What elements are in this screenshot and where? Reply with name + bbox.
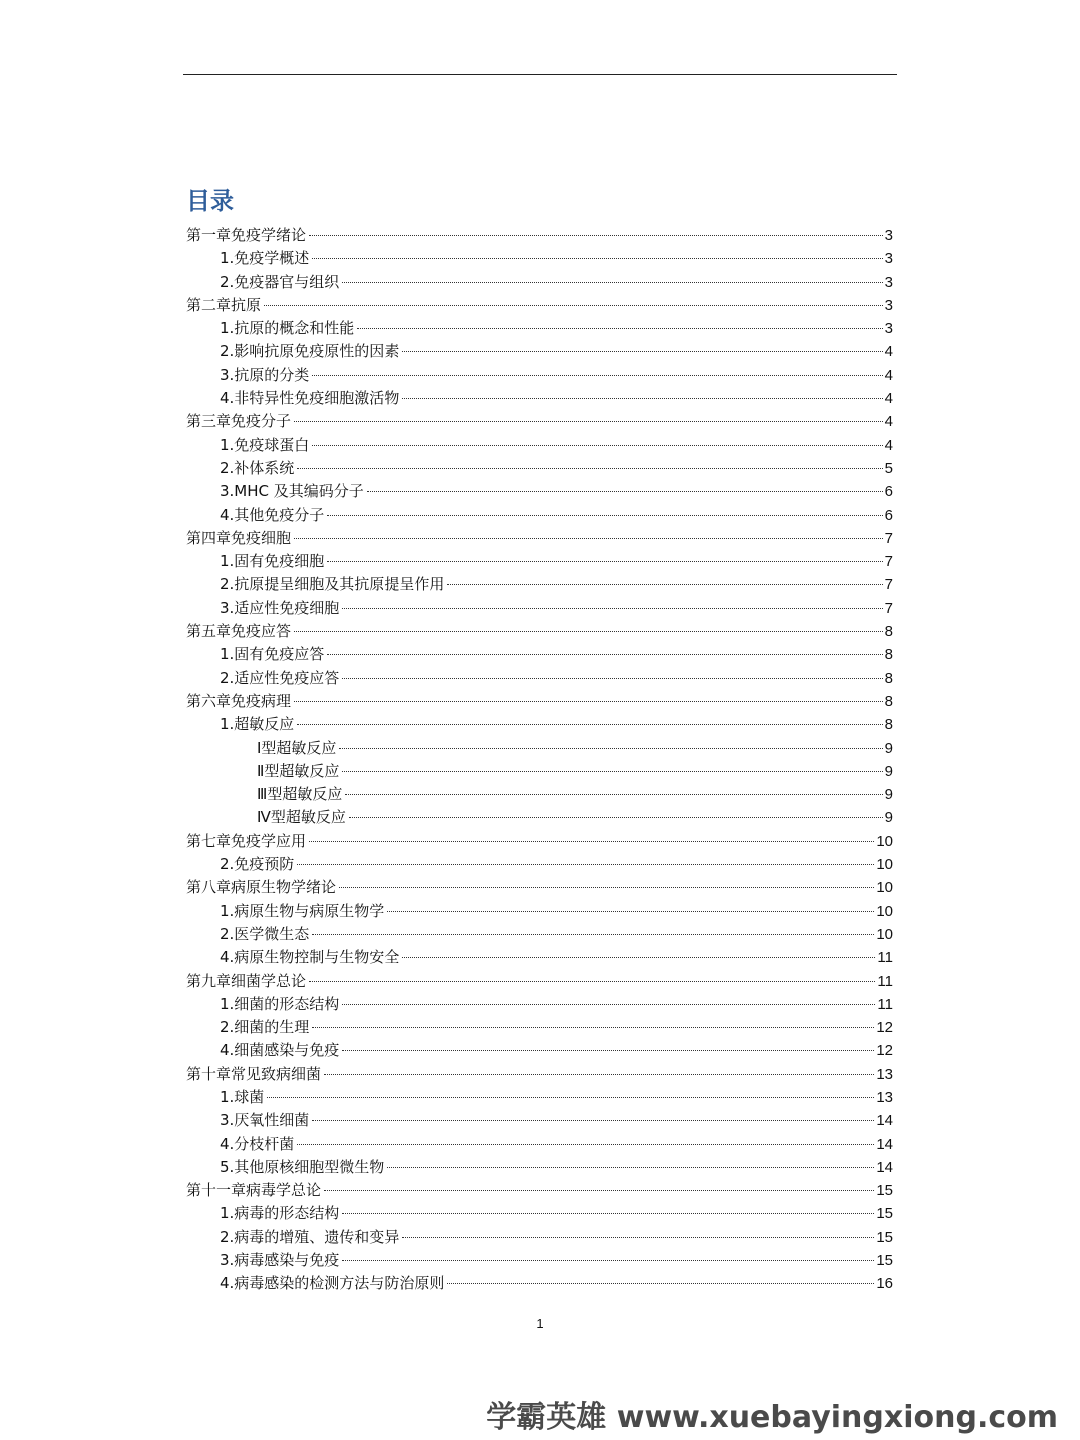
toc-entry-label: Ⅳ型超敏反应 — [257, 808, 346, 827]
toc-entry-label: 4.其他免疫分子 — [220, 505, 325, 524]
toc-entry[interactable] — [186, 806, 893, 829]
toc-entry-label: 2.细菌的生理 — [220, 1018, 310, 1037]
toc-entry-page: 8 — [884, 646, 893, 664]
toc-dot-leader — [357, 328, 882, 329]
toc-entry[interactable] — [186, 667, 893, 690]
toc-entry-label: 4.病毒感染的检测方法与防治原则 — [220, 1274, 445, 1293]
toc-dot-leader — [297, 724, 882, 725]
toc-entry[interactable] — [186, 224, 893, 247]
toc-entry[interactable] — [186, 1179, 893, 1202]
toc-entry-label: 2.抗原提呈细胞及其抗原提呈作用 — [220, 575, 445, 594]
toc-entry-label: 3.厌氧性细菌 — [220, 1111, 310, 1130]
toc-dot-leader — [294, 538, 883, 539]
toc-entry-page: 9 — [884, 786, 893, 804]
toc-dot-leader — [327, 561, 882, 562]
toc-entry-page: 14 — [876, 1112, 893, 1130]
toc-entry-label: 1.球菌 — [220, 1087, 265, 1106]
toc-entry[interactable] — [186, 1156, 893, 1179]
toc-entry-page: 13 — [876, 1065, 893, 1083]
toc-entry-label: 2.免疫预防 — [220, 855, 295, 874]
toc-entry-page: 9 — [884, 739, 893, 757]
toc-entry-label: 4.细菌感染与免疫 — [220, 1041, 340, 1060]
header-rule — [183, 74, 897, 75]
toc-entry-page: 9 — [884, 762, 893, 780]
toc-dot-leader — [345, 794, 882, 795]
toc-entry-label: 1.细菌的形态结构 — [220, 994, 340, 1013]
toc-entry[interactable] — [186, 271, 893, 294]
toc-entry-label: 第二章抗原 — [186, 295, 262, 314]
toc-entry-page: 7 — [884, 576, 893, 594]
toc-entry[interactable] — [186, 1226, 893, 1249]
toc-entry-page: 14 — [876, 1135, 893, 1153]
toc-entry[interactable] — [186, 1063, 893, 1086]
toc-dot-leader — [312, 375, 882, 376]
toc-entry-page: 6 — [884, 483, 893, 501]
toc-entry-label: 1.免疫学概述 — [220, 249, 310, 268]
toc-dot-leader — [327, 515, 882, 516]
toc-dot-leader — [342, 1213, 874, 1214]
toc-entry-page: 15 — [876, 1252, 893, 1270]
toc-entry[interactable] — [186, 853, 893, 876]
toc-entry-page: 11 — [877, 972, 893, 990]
toc-entry-page: 14 — [876, 1158, 893, 1176]
toc-entry[interactable] — [186, 643, 893, 666]
toc-entry-label: 2.免疫器官与组织 — [220, 272, 340, 291]
toc-entry-page: 4 — [884, 343, 893, 361]
toc-entry[interactable] — [186, 550, 893, 573]
toc-dot-leader — [294, 701, 883, 702]
toc-entry-label: 第七章免疫学应用 — [186, 831, 307, 850]
toc-entry[interactable] — [186, 993, 893, 1016]
toc-entry-page: 7 — [884, 553, 893, 571]
toc-entry-page: 12 — [876, 1019, 893, 1037]
toc-dot-leader — [309, 841, 874, 842]
toc-entry[interactable] — [186, 527, 893, 550]
toc-entry[interactable] — [186, 1109, 893, 1132]
toc-entry-page: 9 — [884, 809, 893, 827]
toc-entry-label: 1.抗原的概念和性能 — [220, 319, 355, 338]
toc-entry-label: 1.固有免疫应答 — [220, 645, 325, 664]
table-of-contents — [186, 224, 893, 1296]
toc-entry-page: 15 — [876, 1182, 893, 1200]
toc-entry-label: 4.病原生物控制与生物安全 — [220, 948, 400, 967]
toc-dot-leader — [402, 398, 882, 399]
toc-entry-page: 8 — [884, 623, 893, 641]
toc-entry-page: 11 — [877, 995, 893, 1013]
toc-entry[interactable] — [186, 1133, 893, 1156]
toc-entry[interactable] — [186, 294, 893, 317]
toc-entry-page: 10 — [876, 879, 893, 897]
toc-entry-page: 8 — [884, 692, 893, 710]
toc-entry[interactable] — [186, 1272, 893, 1295]
toc-dot-leader — [312, 445, 882, 446]
toc-dot-leader — [267, 1097, 874, 1098]
toc-entry-label: 第三章免疫分子 — [186, 412, 292, 431]
toc-dot-leader — [342, 1050, 874, 1051]
toc-entry-page: 4 — [884, 390, 893, 408]
toc-entry-page: 12 — [876, 1042, 893, 1060]
toc-entry-label: 1.固有免疫细胞 — [220, 552, 325, 571]
toc-entry-page: 10 — [876, 902, 893, 920]
toc-entry-page: 8 — [884, 669, 893, 687]
toc-entry[interactable] — [186, 504, 893, 527]
toc-entry[interactable] — [186, 364, 893, 387]
toc-entry[interactable] — [186, 783, 893, 806]
toc-entry-label: 第六章免疫病理 — [186, 691, 292, 710]
toc-entry-label: 第一章免疫学绪论 — [186, 226, 307, 244]
toc-dot-leader — [324, 1190, 874, 1191]
toc-entry-label: 第五章免疫应答 — [186, 622, 292, 641]
toc-entry[interactable] — [186, 900, 893, 923]
toc-entry[interactable] — [186, 1249, 893, 1272]
toc-entry-label: 3.MHC 及其编码分子 — [220, 482, 364, 501]
toc-entry[interactable] — [186, 946, 893, 969]
toc-entry-page: 3 — [884, 296, 893, 314]
toc-entry-page: 3 — [884, 227, 893, 244]
toc-entry-page: 8 — [884, 716, 893, 734]
toc-entry-label: 2.医学微生态 — [220, 924, 310, 943]
toc-entry[interactable] — [186, 713, 893, 736]
toc-dot-leader — [294, 631, 883, 632]
toc-title: 目录 — [186, 187, 234, 215]
toc-entry[interactable] — [186, 690, 893, 713]
toc-entry-label: 1.免疫球蛋白 — [220, 435, 310, 454]
toc-dot-leader — [342, 282, 882, 283]
toc-entry[interactable] — [186, 923, 893, 946]
toc-dot-leader — [447, 1283, 874, 1284]
toc-entry-page: 4 — [884, 413, 893, 431]
toc-dot-leader — [264, 305, 883, 306]
toc-entry-label: 2.适应性免疫应答 — [220, 668, 340, 687]
toc-entry-page: 15 — [876, 1205, 893, 1223]
toc-entry-label: 第八章病原生物学绪论 — [186, 878, 337, 897]
toc-entry[interactable] — [186, 410, 893, 433]
toc-entry-page: 3 — [884, 250, 893, 268]
toc-entry-label: 2.补体系统 — [220, 458, 295, 477]
toc-entry[interactable] — [186, 620, 893, 643]
toc-entry[interactable] — [186, 876, 893, 899]
toc-entry-label: 4.分枝杆菌 — [220, 1134, 295, 1153]
toc-entry-label: 4.非特异性免疫细胞激活物 — [220, 389, 400, 408]
toc-entry[interactable] — [186, 434, 893, 457]
toc-dot-leader — [342, 771, 882, 772]
toc-entry-page: 3 — [884, 273, 893, 291]
watermark: 学霸英雄 www.xuebayingxiong.com — [486, 1400, 1058, 1435]
toc-entry-label: 第十一章病毒学总论 — [186, 1181, 322, 1200]
toc-dot-leader — [402, 957, 875, 958]
toc-dot-leader — [312, 1027, 874, 1028]
toc-dot-leader — [342, 608, 882, 609]
page-number: 1 — [536, 1316, 544, 1331]
toc-entry-label: 3.适应性免疫细胞 — [220, 598, 340, 617]
toc-entry-page: 7 — [884, 529, 893, 547]
toc-entry[interactable] — [186, 340, 893, 363]
toc-dot-leader — [327, 654, 882, 655]
toc-entry-page: 4 — [884, 366, 893, 384]
toc-dot-leader — [367, 491, 883, 492]
toc-entry[interactable] — [186, 597, 893, 620]
toc-dot-leader — [339, 748, 882, 749]
toc-entry-page: 10 — [876, 832, 893, 850]
toc-entry-label: 2.病毒的增殖、遗传和变异 — [220, 1227, 400, 1246]
toc-entry-page: 7 — [884, 599, 893, 617]
toc-entry[interactable] — [186, 737, 893, 760]
toc-entry-label: 5.其他原核细胞型微生物 — [220, 1157, 385, 1176]
toc-dot-leader — [297, 468, 882, 469]
toc-entry-label: 1.病原生物与病原生物学 — [220, 901, 385, 920]
toc-entry-page: 5 — [884, 459, 893, 477]
toc-entry-label: 第九章细菌学总论 — [186, 971, 307, 990]
toc-dot-leader — [297, 1144, 874, 1145]
toc-entry[interactable] — [186, 1039, 893, 1062]
toc-entry[interactable] — [186, 1016, 893, 1039]
toc-entry-page: 4 — [884, 436, 893, 454]
toc-entry-label: 2.影响抗原免疫原性的因素 — [220, 342, 400, 361]
toc-dot-leader — [342, 1260, 874, 1261]
toc-dot-leader — [297, 864, 874, 865]
toc-dot-leader — [387, 1167, 874, 1168]
toc-entry-page: 16 — [876, 1275, 893, 1293]
toc-dot-leader — [349, 817, 883, 818]
toc-entry-label: 3.病毒感染与免疫 — [220, 1251, 340, 1270]
toc-entry[interactable] — [186, 573, 893, 596]
toc-dot-leader — [402, 1237, 874, 1238]
toc-entry[interactable] — [186, 387, 893, 410]
toc-entry-page: 13 — [876, 1088, 893, 1106]
toc-dot-leader — [387, 911, 874, 912]
toc-dot-leader — [339, 887, 874, 888]
toc-entry[interactable] — [186, 480, 893, 503]
toc-entry-page: 3 — [884, 320, 893, 338]
toc-entry-label: 1.病毒的形态结构 — [220, 1204, 340, 1223]
toc-entry-page: 11 — [877, 949, 893, 967]
toc-dot-leader — [402, 351, 882, 352]
toc-entry[interactable] — [186, 247, 893, 270]
toc-dot-leader — [312, 1120, 874, 1121]
toc-entry-label: Ⅱ型超敏反应 — [257, 761, 340, 780]
toc-entry[interactable] — [186, 457, 893, 480]
toc-entry-label: 第四章免疫细胞 — [186, 528, 292, 547]
toc-dot-leader — [312, 258, 882, 259]
toc-entry[interactable] — [186, 1202, 893, 1225]
toc-entry[interactable] — [186, 1086, 893, 1109]
toc-entry-page: 6 — [884, 506, 893, 524]
toc-entry-page: 10 — [876, 856, 893, 874]
toc-entry-label: 3.抗原的分类 — [220, 365, 310, 384]
toc-entry-page: 10 — [876, 925, 893, 943]
toc-entry-label: 第十章常见致病细菌 — [186, 1064, 322, 1083]
toc-entry[interactable] — [186, 760, 893, 783]
toc-entry[interactable] — [186, 317, 893, 340]
toc-entry-label: Ⅰ型超敏反应 — [257, 738, 337, 757]
toc-dot-leader — [312, 934, 874, 935]
toc-dot-leader — [324, 1074, 874, 1075]
toc-entry-label: Ⅲ型超敏反应 — [257, 785, 343, 804]
toc-dot-leader — [447, 584, 882, 585]
toc-entry-page: 15 — [876, 1228, 893, 1246]
toc-dot-leader — [309, 981, 875, 982]
toc-dot-leader — [342, 1004, 875, 1005]
toc-dot-leader — [294, 421, 883, 422]
toc-entry[interactable] — [186, 970, 893, 993]
toc-entry-label: 1.超敏反应 — [220, 715, 295, 734]
toc-dot-leader — [309, 235, 883, 236]
toc-entry[interactable] — [186, 830, 893, 853]
toc-dot-leader — [342, 678, 882, 679]
